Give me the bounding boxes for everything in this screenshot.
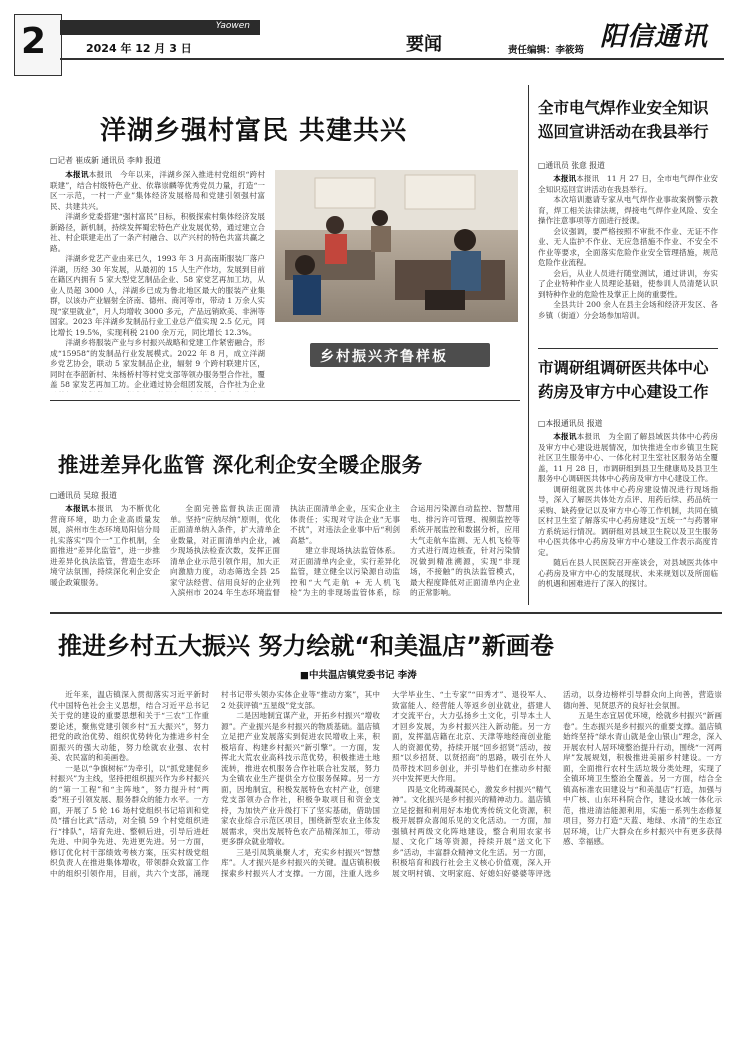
article2-para3: 会议强调，要严格按照不审批不作业、无证不作业、无人监护不作业、无应急措施不作业、不安全不作业等要求，全面落实危险作业安全管理措施，规范危险作业流程。 <box>538 226 718 267</box>
article5-title: 推进乡村五大振兴 努力绘就“和美温店”新画卷 <box>58 632 554 660</box>
article1-para3: 洋湖乡党艺产业由来已久，1993 年 3 月高南斯服装厂落户洋湖，历经 30 年发展，从最初的 15 人生产作坊，发展到目前在籍区内拥有 5 家大型党艺制品企业、58 家党艺再加工坊，从业人员超 3000 人，洋湖乡已成为鲁北地区最大的服装产业集群，以该办产业辐射全济南、德州、商河等市，带动 1 万余人实现“家里就业”，月人均增收 3000 多元，产品远销欧美、非洲等国家。2023 年洋湖乡发制品行业工业总产值实现 2.5 亿元，同比增长 19.5%，实现利税 2100 余万元，同比增长 12.3%。 <box>50 254 265 337</box>
article1-byline: □记者 崔成新 通讯员 李帅 报道 <box>50 156 161 165</box>
article3-para2: 调研组就医共体中心药房建设情况进行现场指导，深入了解医共体处方点评、用药后续、药品统一采购、缺药登记以及审方中心等工作机制，共同在镇区村卫生室了解落实中心药房建设“五统一”与药署审方系统运行情况。调研组对县域卫生院以及卫生服务中心医共体中心药房及审方中心建设工作表示高度肯定。 <box>538 484 718 557</box>
article5-author: ■中共温店镇党委书记 李涛 <box>300 670 417 681</box>
masthead-bar <box>60 20 260 35</box>
article1-para2: 洋湖乡党委搭建“强村富民”目标，积极探索村集体经济发展新路径，新机制，持续发挥蜀宏特色产业发展优势，通过建立合社、村企联建走出了一条产村融合、以产兴村的特色共富共赢之路。 <box>50 212 265 253</box>
article4-para1: 本报讯本报讯 为不断优化营商环境，助力企业高质量发展，滨州市生态环境局阳信分局扎实落实“四个一”工作机制，全面推进“差异化监管”，进一步推进差异化执法监管，营造生态环境守法氛围，持续深化利企安企暖企政策服务。 <box>50 504 161 587</box>
article4-para3: 建立非现场执法监管体系。对正面清单内企业，实行差异化监管，建立健全以污染源自动监控和“大气走航 + 无人机飞检”为主的非现场监管体系，综合运用污染源自动监控、智慧用电、排污许可管理、视频监控等系统开展监控和数据分析，应用大气走航车监测、无人机飞检等方式进行周边核查，针对污染情况做到精准溯源，实现“非现场，不接触”的执法监管模式，最大程度降低对正面清单内企业的正常影响。 <box>290 504 520 597</box>
article2-para2: 本次培训邀请专家从电气焊作业事故案例警示教育，焊工相关法律法规，焊接电气焊作业风险、安全操作注意事项等方面进行授课。 <box>538 195 718 225</box>
article2-title-line2: 巡回宣讲活动在我县举行 <box>538 122 709 141</box>
article1-title: 洋湖乡强村富民 共建共兴 <box>100 116 408 146</box>
article2-para4: 会后，从业人员进行随堂测试，通过讲训，夯实了企业特种作业人员理论基础，使参训人员清楚认识到特种作业的危险性及掌正上岗的重要性。 <box>538 268 718 299</box>
article2-para5: 全县共计 200 余人在县主会场和经济开发区、各乡镇（街道）分会场参加培训。 <box>538 300 718 320</box>
article3-body <box>538 432 718 600</box>
article4-title: 推进差异化监管 深化利企安全暖企服务 <box>58 453 423 477</box>
page-number-box <box>14 14 62 76</box>
divider-a2 <box>538 348 718 349</box>
article2-para1: 本报讯本报讯 11 月 27 日，全市电气焊作业安全知识巡回宣讲活动在我县举行。 <box>538 174 718 194</box>
paper-name-logo: 阳信通讯 <box>600 22 709 52</box>
article3-byline: □本报通讯员 报道 <box>538 419 603 428</box>
article5-body <box>50 690 722 1035</box>
section-name: 要闻 <box>406 34 442 55</box>
article2-title-line1: 全市电气焊作业安全知识 <box>538 98 709 117</box>
article5-para3: 二是因地制宜谋产业，开拓乡村振兴“增收源”。产业振兴是乡村振兴的物质基础。温店镇立足把产业发展落实到促进农民增收上来，积极培育、构建乡村振兴“新引擎”。一方面，发挥北大荒农业高科技示范优势，积极推进土地流转，推进农机服务合作社联合社发展，努力为全镇农业生产提供全方位服务保障。另一方面，因地制宜，积极发展特色农村产业，创建党支部领办合作社，积极争取项目和资金支持，为加快产业升级打下了坚实基础，借助国家农业综合示范区项目，围绕新型农业主体发展需求，突出发展特色农产品精深加工，带动更多群众就业增收。 <box>221 711 380 846</box>
article5-para2: 一是以“争旗树标”为牵引，以“抓党建促乡村振兴”为主线，坚持把组织振兴作为乡村振兴的“第一工程”和“主阵地”，努力提升村“两委”班子引领发展、服务群众的能力水平。一方面，开展了 5 轮 16 场村党组织书记培训和党员“擂台比武”活动，对全镇 59 个村党组织进行“排队”，培育先进、整顿后进，引导后进赶先进、中间争先进、先进更先进。另一方面，修订优化村干部绩效考核方案，压实村级党组织负责人在推进集体增收，带领群众致富工作中的组织引领作用，目前，共六个支部，涌现村书记带头领办实体企业等“推动方案”，其中 2 处获评镇“五星级”党支部。 <box>50 690 380 878</box>
masthead-rule <box>60 58 724 60</box>
article1-para1: 本报讯本报讯 今年以来，洋湖乡深入推进村党组织“跨村联建”，结合村级特色产业、依靠崇麟等优秀党员力量，打造“一区一示范，一村一产业”集体经济发展格局和党建引领强村富民、共建共兴。 <box>50 170 265 211</box>
right-column-divider <box>528 85 529 605</box>
editor-credit: 责任编辑：李筱筠 <box>508 45 585 56</box>
article3-para1: 本报讯本报讯 为全面了解县域医共体中心药房及审方中心建设进展情况，加快推进全市乡镇卫生院社区卫生服务中心、一体化村卫生室社区服务站全覆盖，11 月 28 日，市调研组到县卫生健康局及县卫生服务中心调研医共体中心药房及审方中心建设工作。 <box>538 432 718 483</box>
page-number: 2 <box>21 21 47 62</box>
article5-para5: 四是文化铸魂凝民心，激发乡村振兴“精气神”。文化振兴是乡村振兴的精神动力。温店镇立足挖掘和利用好本地优秀传统文化资源，积极开展群众喜闻乐见的文化活动。一方面，加强镇村两级文化阵地建设，整合利用农家书屋、文化广场等资源，持续开展“送文化下乡”活动，丰富群众精神文化生活。另一方面，积极培育和践行社会主义核心价值观，深入开展文明村镇、文明家庭、好媳妇好婆婆等评选活动，以身边榜样引导群众向上向善，营造崇德向善、见贤思齐的良好社会氛围。 <box>392 690 722 878</box>
article3-title-line2: 药房及审方中心建设工作 <box>538 382 709 401</box>
rural-revival-banner <box>310 343 490 367</box>
article1-photo <box>275 170 518 322</box>
article2-body <box>538 174 718 344</box>
workers-photo-illustration <box>275 170 518 322</box>
issue-date: 2024 年 12 月 3 日 <box>86 42 192 55</box>
divider-a1 <box>50 400 520 401</box>
article1-para4: 洋湖乡将服装产业与乡村振兴战略和党建工作紧密融合，形成“15958”的发制品行业发展模式。2022 年 8 月，成立洋湖乡党艺协会，联动 5 家发制品企业，辐射 9 个跨村联建片区，同时在李韶新村、朱杨桥村等村党支部等领办服务型合作社，覆盖 58 家发艺再加工坊。企业通过协会组团发展，合作社为企业 <box>50 338 265 389</box>
article4-para2: 全面完善监督执法正面清单。坚持“应纳尽纳”原则，优化正面清单纳入条件，扩大清单企业数量，对正面清单内企业，减少现场执法检查次数，发挥正面清单企业示范引领作用，加大正向激励力度，动态筛选全县 25 家守法经营、信用良好的企业列入滨州市 2024 年生态环境监督执法正面清单企业，压实企业主体责任；实现对守法企业“无事不扰”，对违法企业事中后“利剑高悬”。 <box>170 504 400 597</box>
article2-byline: □通讯员 张意 报道 <box>538 161 605 170</box>
article3-title-line1: 市调研组调研医共体中心 <box>538 358 709 377</box>
article5-para6: 五是生态宜居优环境，绘就乡村振兴“新画卷”。生态振兴是乡村振兴的重要支撑。温店镇始终坚持“绿水青山就是金山银山”理念，深入开展农村人居环境整治提升行动，围绕“一河两岸”发展规划，积极推进美丽乡村建设。一方面，全面推行农村生活垃圾分类处理，实现了全镇环境卫生整治全覆盖。另一方面，结合全镇高标准农田建设与“和美温店”打造，加强与中广核、山东环科院合作，建设水域一体化示范，推进清洁能源利用，实施一系列生态修复项目，努力打造“天蓝、地绿、水清”的生态宜居环境，让广大群众在乡村振兴中有更多获得感、幸福感。 <box>563 711 722 846</box>
article1-col-left <box>50 170 265 392</box>
article5-para4: 三是引凤筑巢聚人才，充实乡村振兴“智慧库”。人才振兴是乡村振兴的关键。温店镇积极探索乡村振兴人才支撑。一方面，注重人选乡大学毕业生、“土专家”“田秀才”、退役军人、致富能人、经营能人等返乡创业就业，搭建人才交流平台，大力弘扬乡土文化，引导本土人才回乡发展，为乡村振兴注入新动能。另一方面，发挥温店籍在北京、天津等地经商创业能人的资源优势，持续开展“回乡招贤”活动，按照“以乡招贤、以贤招商”的思路，吸引在外人员带技术回乡创业，并引导他们在推动乡村振兴中发挥更大作用。 <box>221 690 551 878</box>
banner-text: 乡村振兴齐鲁样板 <box>320 349 448 365</box>
article3-para3: 随后在县人民医院召开座谈会，对县域医共体中心药房及审方中心的发展现状、未来规划以及所面临的机遇和困难进行了深入的探讨。 <box>538 558 718 588</box>
article4-body <box>50 504 520 604</box>
article5-para1: 近年来，温店镇深入贯彻落实习近平新时代中国特色社会主义思想，结合习近平总书记关于党的建设的重要思想和关于“三农”工作重要论述，聚焦党建引领乡村“五大振兴”，努力把党的政治优势、组织优势转化为推进乡村全面振兴的强大动能，努力绘就农业强、农村美、农民富的和美画卷。 <box>50 690 209 762</box>
article4-byline: □通讯员 吴琼 报道 <box>50 491 117 500</box>
masthead-pinyin: Yaowen <box>215 21 250 31</box>
divider-major <box>50 612 722 614</box>
